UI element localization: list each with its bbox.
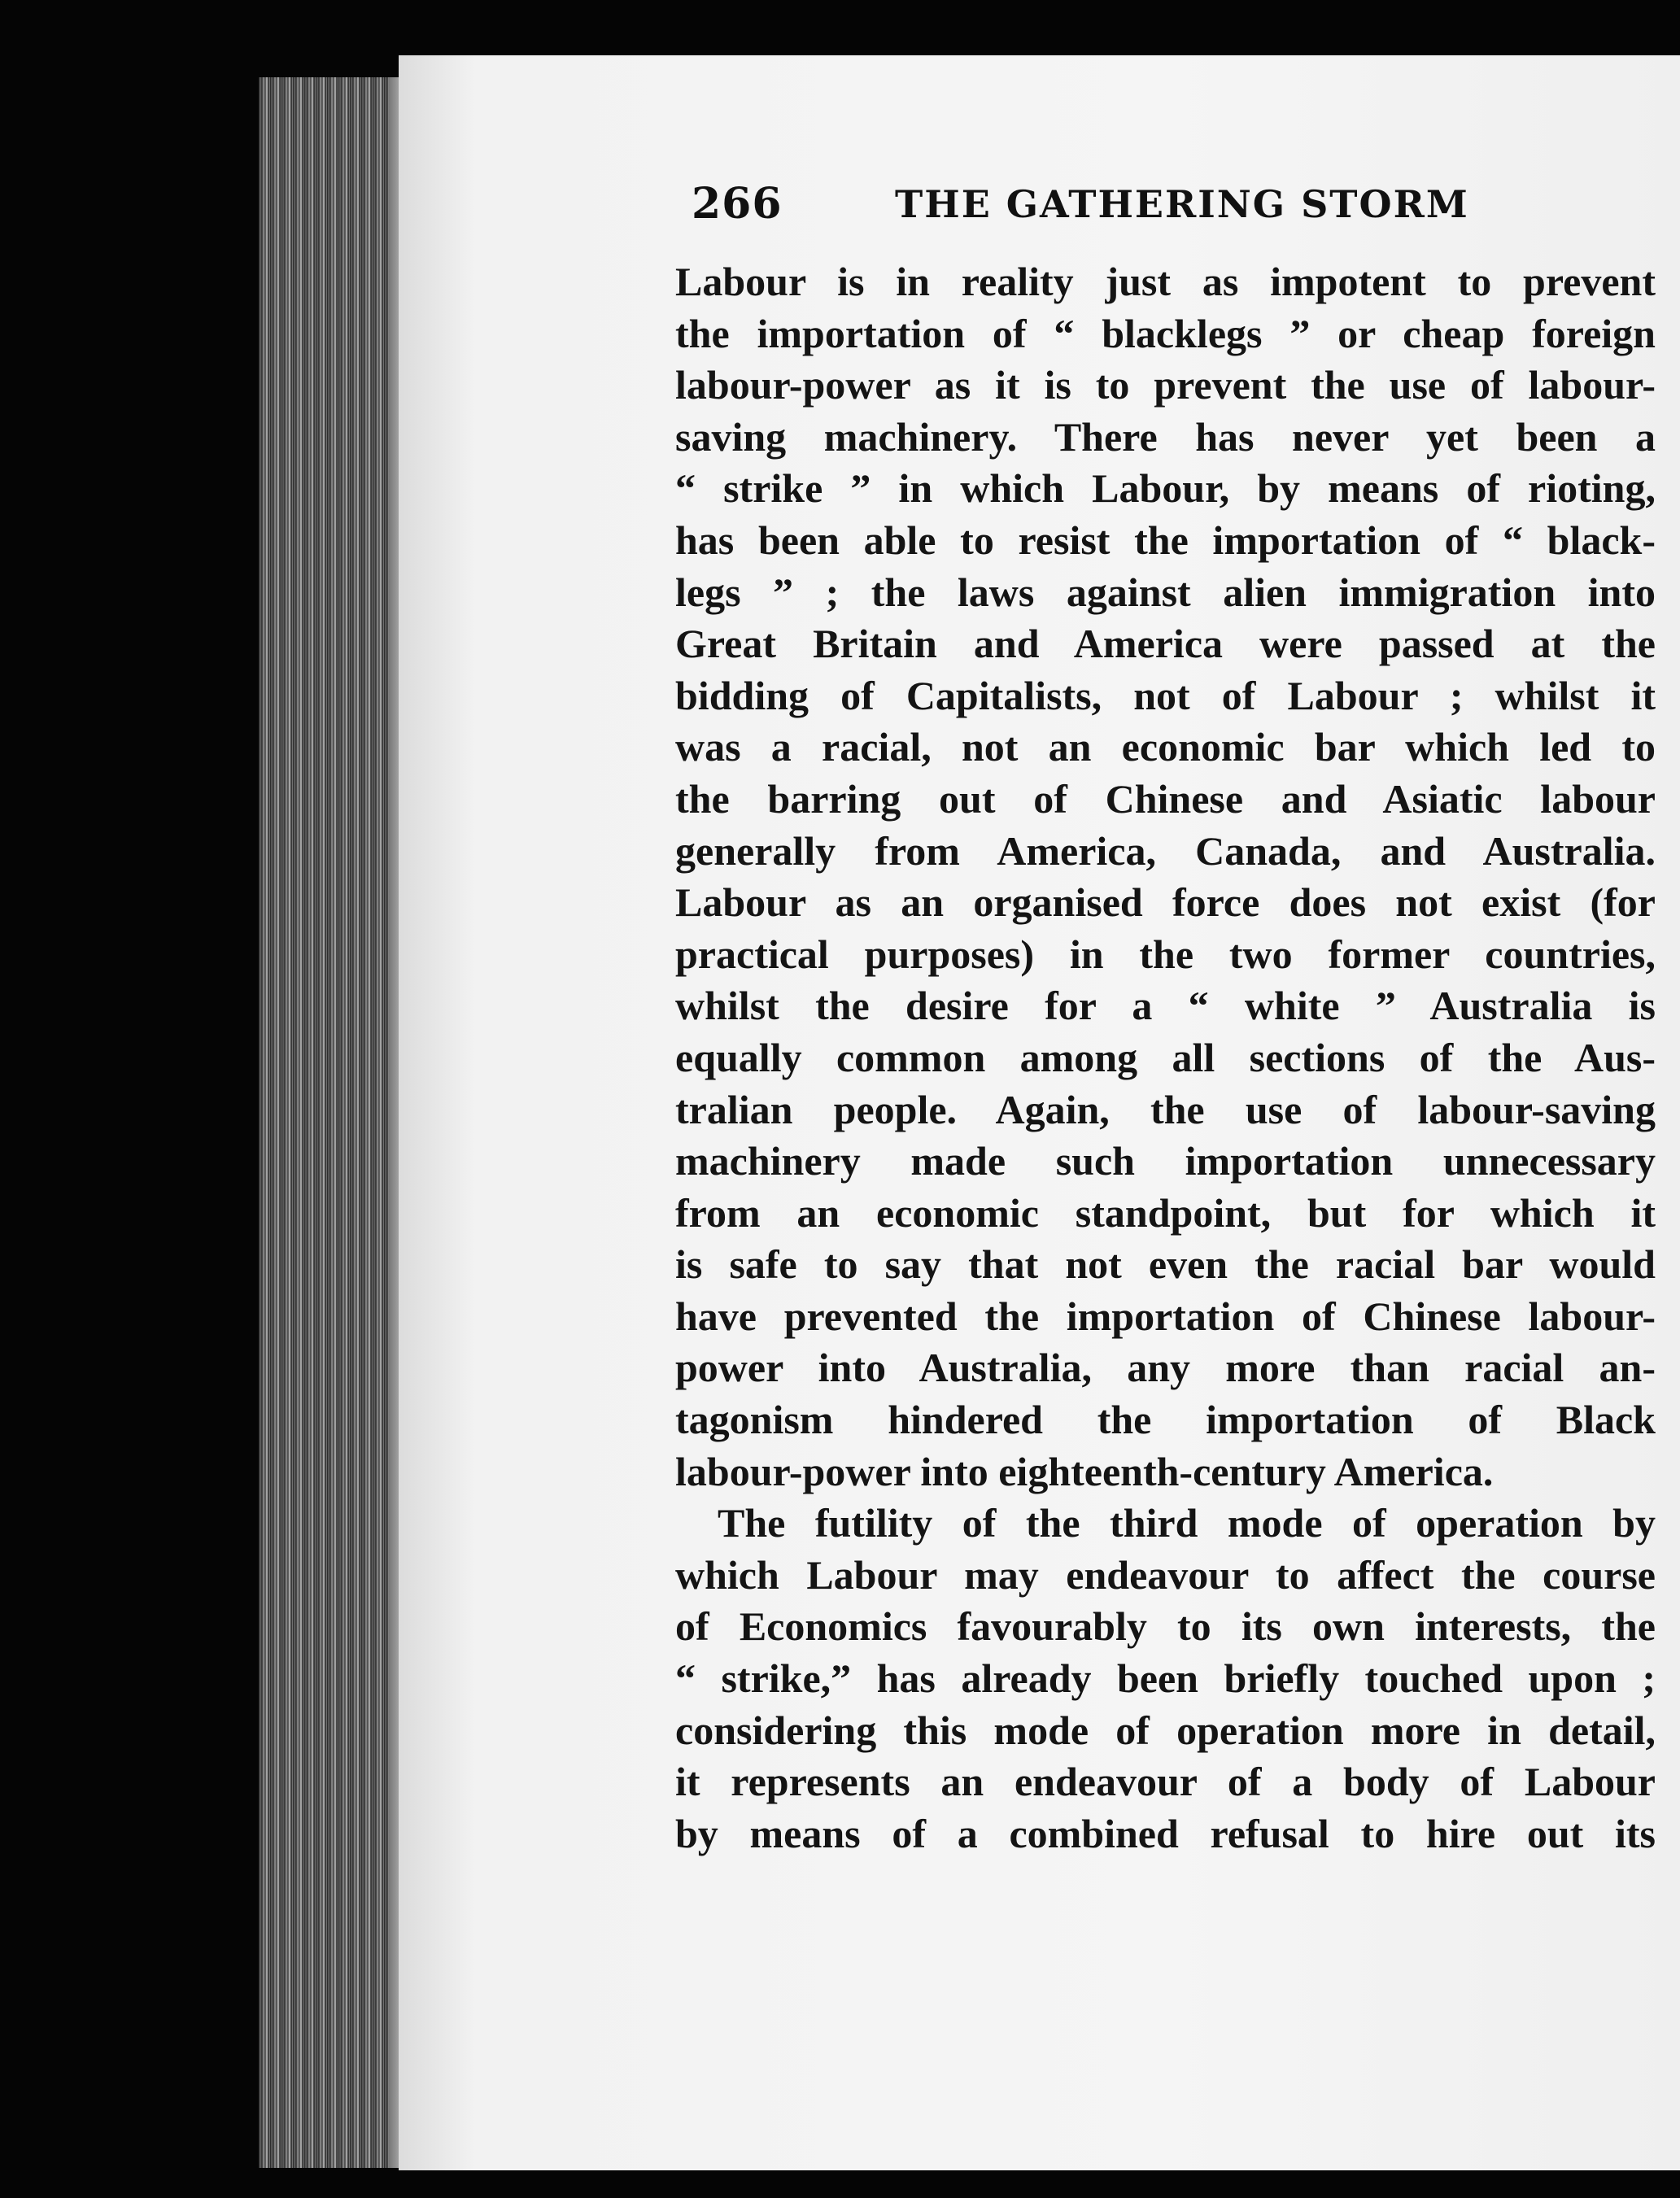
text-line: generally from America, Canada, and Australia. [675, 827, 1656, 874]
text-line: “ strike ” in which Labour, by means of rioting, [675, 465, 1656, 512]
text-line: practical purposes) in the two former countries, [675, 931, 1656, 977]
text-line: the barring out of Chinese and Asiatic labour [675, 775, 1656, 822]
text-line: whilst the desire for a “ white ” Australia is [675, 983, 1656, 1029]
text-line: was a racial, not an economic bar which led to [675, 724, 1656, 770]
running-title: THE GATHERING STORM [895, 182, 1469, 226]
text-line: which Labour may endeavour to affect the course [675, 1551, 1656, 1598]
text-line: “ strike,” has already been briefly touched upon ; [675, 1655, 1656, 1702]
text-line: machinery made such importation unnecessary [675, 1138, 1656, 1184]
text-line: bidding of Capitalists, not of Labour ; whilst it [675, 672, 1656, 718]
text-line: have prevented the importation of Chinese labour- [675, 1293, 1656, 1339]
text-line: from an economic standpoint, but for which it [675, 1189, 1656, 1236]
text-line: labour-power as it is to prevent the use of labour- [675, 362, 1656, 408]
text-line: power into Australia, any more than racial an- [675, 1345, 1656, 1391]
book-page-edges [259, 77, 413, 2168]
text-line: of Economics favourably to its own interests, the [675, 1603, 1656, 1650]
page-number: 266 [692, 179, 783, 229]
body-text [675, 256, 1656, 1860]
text-line: saving machinery. There has never yet been a [675, 413, 1656, 460]
text-line: Labour is in reality just as impotent to prevent [675, 259, 1656, 304]
text-line: the importation of “ blacklegs ” or cheap foreign [675, 310, 1656, 356]
text-line: equally common among all sections of the Aus- [675, 1034, 1656, 1080]
text-line: considering this mode of operation more in detail, [675, 1707, 1656, 1753]
running-head [692, 179, 1676, 236]
text-line: Labour as an organised force does not exist (for [675, 879, 1656, 926]
text-line: it represents an endeavour of a body of Labour [675, 1759, 1656, 1805]
text-line: is safe to say that not even the racial bar would [675, 1241, 1656, 1288]
text-line: tralian people. Again, the use of labour-saving [675, 1086, 1656, 1132]
text-line: legs ” ; the laws against alien immigration into [675, 569, 1656, 615]
text-line: tagonism hindered the importation of Black [675, 1397, 1656, 1443]
text-line: labour-power into eighteenth-century America. [675, 1448, 1494, 1494]
text-line: by means of a combined refusal to hire out its [675, 1810, 1656, 1856]
text-line: The futility of the third mode of operation by [718, 1500, 1656, 1546]
text-line: Great Britain and America were passed at the [675, 621, 1656, 667]
text-line: has been able to resist the importation of “ black- [675, 517, 1656, 563]
